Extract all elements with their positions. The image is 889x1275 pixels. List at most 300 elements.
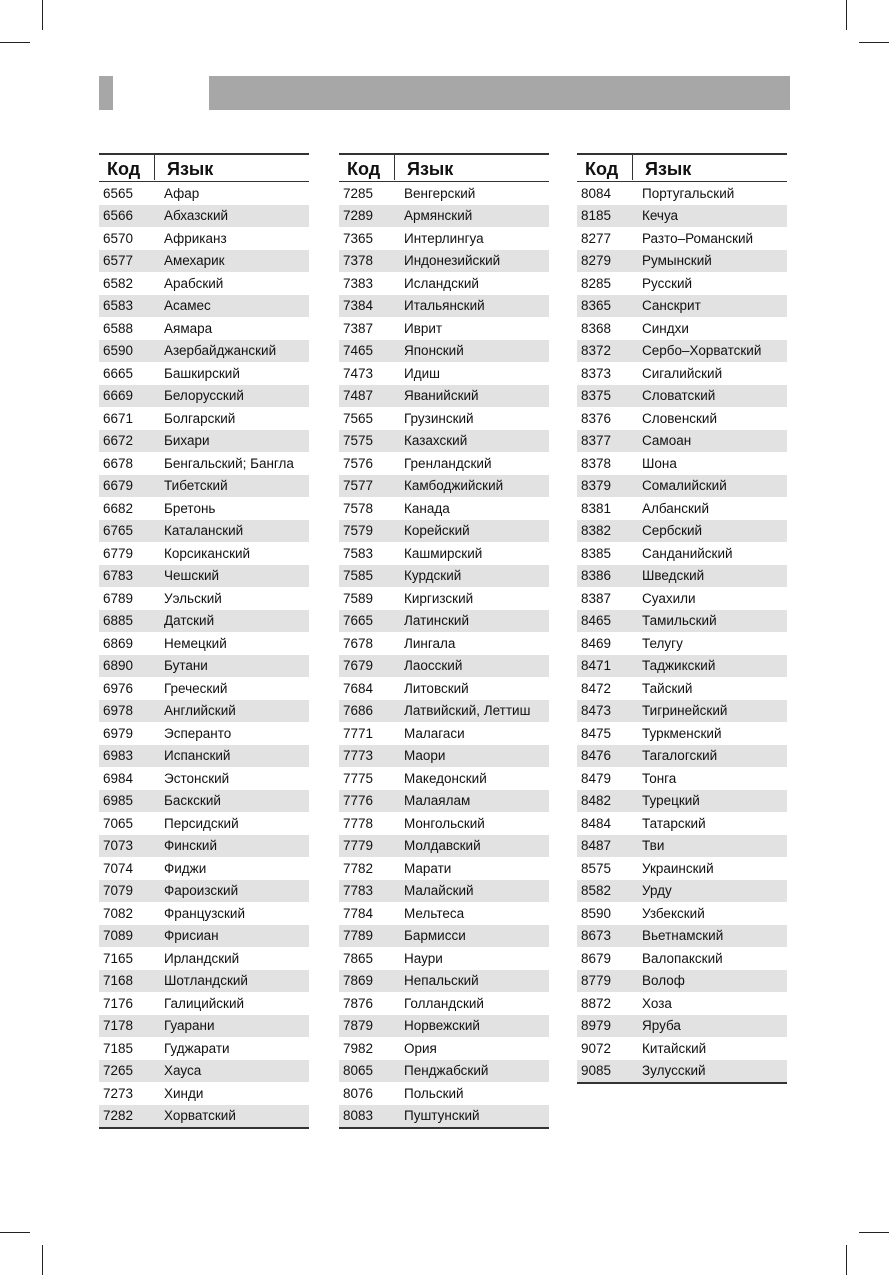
table-row <box>99 250 309 273</box>
language-code: 7289 <box>343 208 374 224</box>
table-row <box>577 812 787 835</box>
language-code: 7176 <box>103 995 134 1011</box>
language-code: 7384 <box>343 298 374 314</box>
language-name: Армянский <box>404 208 473 224</box>
language-name: Идиш <box>404 365 440 381</box>
language-code: 6983 <box>103 748 134 764</box>
language-code: 7082 <box>103 905 134 921</box>
language-name: Чешский <box>164 568 220 584</box>
language-name: Малайский <box>404 883 474 899</box>
language-code: 7865 <box>343 950 374 966</box>
language-code: 7178 <box>103 1018 134 1034</box>
language-name: Хоза <box>642 995 672 1011</box>
language-name: Словатский <box>642 388 716 404</box>
crop-mark <box>859 42 889 43</box>
table-row <box>339 542 549 565</box>
language-code: 7869 <box>343 973 374 989</box>
crop-mark <box>0 1232 30 1233</box>
language-code: 7074 <box>103 860 134 876</box>
table-row <box>577 295 787 318</box>
table-row <box>99 745 309 768</box>
language-name: Ория <box>404 1040 437 1056</box>
table-row <box>99 1037 309 1060</box>
language-name: Бенгальский; Бангла <box>164 455 294 471</box>
language-code: 6570 <box>103 230 134 246</box>
table-row <box>99 1082 309 1105</box>
language-name: Курдский <box>404 568 462 584</box>
language-code: 7665 <box>343 613 374 629</box>
language-header: Язык <box>407 159 454 179</box>
table-row <box>577 1037 787 1060</box>
table-row <box>339 317 549 340</box>
table-row <box>577 677 787 700</box>
language-name: Ирландский <box>164 950 240 966</box>
table-row <box>339 1082 549 1105</box>
table-row <box>577 722 787 745</box>
language-code: 7783 <box>343 883 374 899</box>
language-code: 8476 <box>581 748 612 764</box>
language-name: Французский <box>164 905 245 921</box>
language-name: Тонга <box>642 770 677 786</box>
table-row <box>339 1105 549 1128</box>
table-row <box>99 812 309 835</box>
language-code: 7473 <box>343 365 374 381</box>
language-name: Японский <box>404 343 464 359</box>
table-row <box>577 362 787 385</box>
code-header: Код <box>577 155 633 180</box>
language-code: 8575 <box>581 860 612 876</box>
language-code: 6679 <box>103 478 134 494</box>
language-code: 8277 <box>581 230 612 246</box>
table-row <box>577 407 787 430</box>
language-name: Украинский <box>642 860 714 876</box>
table-row <box>99 205 309 228</box>
table-row <box>339 767 549 790</box>
language-code: 6565 <box>103 185 134 201</box>
table-row <box>99 475 309 498</box>
language-name: Испанский <box>164 748 231 764</box>
table-row <box>339 812 549 835</box>
table-row <box>577 520 787 543</box>
table-row <box>339 250 549 273</box>
table-row <box>339 970 549 993</box>
language-code: 6582 <box>103 275 134 291</box>
table-row <box>99 992 309 1015</box>
table-row <box>577 767 787 790</box>
code-header: Код <box>99 155 155 180</box>
language-name: Хинди <box>164 1085 204 1101</box>
language-code: 8372 <box>581 343 612 359</box>
language-name: Самоан <box>642 433 692 449</box>
table-row <box>577 430 787 453</box>
language-code: 8779 <box>581 973 612 989</box>
table-row <box>577 272 787 295</box>
language-code: 8590 <box>581 905 612 921</box>
language-name: Африканз <box>164 230 227 246</box>
language-name: Эсперанто <box>164 725 232 741</box>
language-name: Итальянский <box>404 298 485 314</box>
language-name: Яруба <box>642 1018 681 1034</box>
table-row <box>99 835 309 858</box>
table-row <box>339 430 549 453</box>
language-name: Латвийский, Леттиш <box>404 703 531 719</box>
language-name: Башкирский <box>164 365 240 381</box>
table-row <box>99 340 309 363</box>
language-code: 7784 <box>343 905 374 921</box>
table-header <box>339 153 549 182</box>
language-name: Румынский <box>642 253 712 269</box>
language-code: 7775 <box>343 770 374 786</box>
language-code: 8872 <box>581 995 612 1011</box>
table-row <box>99 407 309 430</box>
language-name: Бретонь <box>164 500 216 516</box>
table-header <box>577 153 787 182</box>
language-name: Корсиканский <box>164 545 251 561</box>
table-row <box>577 587 787 610</box>
language-code: 7789 <box>343 928 374 944</box>
language-code: 8386 <box>581 568 612 584</box>
language-code: 8365 <box>581 298 612 314</box>
language-code: 8582 <box>581 883 612 899</box>
table-row <box>99 767 309 790</box>
table-row <box>577 317 787 340</box>
table-row <box>339 857 549 880</box>
language-name: Валопакский <box>642 950 723 966</box>
language-table <box>577 153 787 1084</box>
language-code: 7778 <box>343 815 374 831</box>
language-name: Сербо–Хорватский <box>642 343 762 359</box>
table-row <box>99 632 309 655</box>
language-code: 7779 <box>343 838 374 854</box>
language-name: Казахский <box>404 433 468 449</box>
language-code: 8378 <box>581 455 612 471</box>
table-row <box>99 1015 309 1038</box>
crop-mark <box>42 0 43 30</box>
language-name: Немецкий <box>164 635 227 651</box>
language-code: 7285 <box>343 185 374 201</box>
language-code: 7576 <box>343 455 374 471</box>
language-code: 8469 <box>581 635 612 651</box>
table-row <box>339 700 549 723</box>
language-code: 7487 <box>343 388 374 404</box>
language-code: 6588 <box>103 320 134 336</box>
table-row <box>99 947 309 970</box>
language-name: Македонский <box>404 770 487 786</box>
language-name: Таджикский <box>642 658 716 674</box>
language-name: Голландский <box>404 995 484 1011</box>
table-row <box>99 272 309 295</box>
table-row <box>99 385 309 408</box>
table-row <box>99 655 309 678</box>
language-code: 8377 <box>581 433 612 449</box>
language-code: 6978 <box>103 703 134 719</box>
language-name: Гренландский <box>404 455 492 471</box>
table-row <box>339 880 549 903</box>
language-code: 6590 <box>103 343 134 359</box>
language-code: 6779 <box>103 545 134 561</box>
language-name: Португальский <box>642 185 735 201</box>
table-row <box>577 632 787 655</box>
code-header: Код <box>339 155 395 180</box>
language-code: 9072 <box>581 1040 612 1056</box>
language-name: Венгерский <box>404 185 476 201</box>
table-body <box>339 182 549 1129</box>
language-name: Каталанский <box>164 523 244 539</box>
language-code: 7879 <box>343 1018 374 1034</box>
language-code: 7782 <box>343 860 374 876</box>
language-code: 7065 <box>103 815 134 831</box>
language-name: Киргизский <box>404 590 474 606</box>
language-name: Урду <box>642 883 672 899</box>
language-name: Камбоджийский <box>404 478 504 494</box>
table-row <box>577 992 787 1015</box>
table-row <box>339 655 549 678</box>
language-code: 8385 <box>581 545 612 561</box>
language-table <box>339 153 549 1129</box>
table-body <box>99 182 309 1129</box>
table-row <box>577 610 787 633</box>
language-code: 7575 <box>343 433 374 449</box>
language-name: Норвежский <box>404 1018 480 1034</box>
language-code: 7686 <box>343 703 374 719</box>
table-row <box>99 565 309 588</box>
language-code: 8083 <box>343 1108 374 1124</box>
language-code: 8185 <box>581 208 612 224</box>
language-name: Санскрит <box>642 298 701 314</box>
language-name: Наури <box>404 950 443 966</box>
language-code: 7589 <box>343 590 374 606</box>
language-name: Синдхи <box>642 320 689 336</box>
language-name: Тигринейский <box>642 703 728 719</box>
table-row <box>99 700 309 723</box>
language-name: Мельтеса <box>404 905 465 921</box>
table-row <box>339 722 549 745</box>
language-name: Фиджи <box>164 860 207 876</box>
language-name: Греческий <box>164 680 228 696</box>
language-code: 8381 <box>581 500 612 516</box>
language-code: 6665 <box>103 365 134 381</box>
table-row <box>577 205 787 228</box>
table-row <box>577 340 787 363</box>
table-row <box>577 227 787 250</box>
language-name: Тибетский <box>164 478 228 494</box>
language-name: Шона <box>642 455 677 471</box>
language-name: Тви <box>642 838 665 854</box>
table-row <box>339 475 549 498</box>
language-code: 8482 <box>581 793 612 809</box>
language-code: 8076 <box>343 1085 374 1101</box>
table-row <box>99 925 309 948</box>
language-code: 7089 <box>103 928 134 944</box>
language-name: Кечуа <box>642 208 679 224</box>
language-code: 7383 <box>343 275 374 291</box>
table-row <box>339 452 549 475</box>
language-name: Канада <box>404 500 450 516</box>
table-row <box>339 992 549 1015</box>
language-code: 7678 <box>343 635 374 651</box>
language-code: 6984 <box>103 770 134 786</box>
table-row <box>99 970 309 993</box>
table-row <box>99 497 309 520</box>
language-name: Латинский <box>404 613 469 629</box>
language-name: Амехарик <box>164 253 225 269</box>
language-code: 8979 <box>581 1018 612 1034</box>
language-name: Пенджабский <box>404 1063 489 1079</box>
table-row <box>339 182 549 205</box>
table-row <box>577 947 787 970</box>
header-bar <box>209 76 790 110</box>
language-name: Эстонский <box>164 770 230 786</box>
language-name: Аямара <box>164 320 213 336</box>
table-row <box>339 227 549 250</box>
table-row <box>339 385 549 408</box>
language-code: 7365 <box>343 230 374 246</box>
language-code: 6979 <box>103 725 134 741</box>
crop-mark <box>846 1245 847 1275</box>
language-table <box>99 153 309 1129</box>
table-row <box>99 1060 309 1083</box>
language-name: Тамильский <box>642 613 717 629</box>
table-row <box>339 497 549 520</box>
language-name: Фрисиан <box>164 928 219 944</box>
table-row <box>339 925 549 948</box>
language-code: 6577 <box>103 253 134 269</box>
language-code: 8279 <box>581 253 612 269</box>
table-row <box>99 790 309 813</box>
language-code: 7583 <box>343 545 374 561</box>
language-code: 6678 <box>103 455 134 471</box>
language-code: 8368 <box>581 320 612 336</box>
language-code: 6682 <box>103 500 134 516</box>
table-row <box>339 790 549 813</box>
crop-mark <box>0 42 30 43</box>
language-code: 7387 <box>343 320 374 336</box>
table-row <box>339 745 549 768</box>
language-code: 8472 <box>581 680 612 696</box>
language-code: 7585 <box>343 568 374 584</box>
language-name: Азербайджанский <box>164 343 277 359</box>
crop-mark <box>859 1232 889 1233</box>
language-name: Иврит <box>404 320 443 336</box>
table-row <box>339 610 549 633</box>
table-row <box>339 520 549 543</box>
language-code: 6789 <box>103 590 134 606</box>
language-code: 8487 <box>581 838 612 854</box>
language-name: Галицийский <box>164 995 245 1011</box>
table-row <box>99 722 309 745</box>
table-row <box>99 317 309 340</box>
language-code: 6985 <box>103 793 134 809</box>
table-row <box>577 1060 787 1083</box>
language-name: Асамес <box>164 298 211 314</box>
language-code: 7565 <box>343 410 374 426</box>
language-code: 8065 <box>343 1063 374 1079</box>
language-name: Английский <box>164 703 236 719</box>
table-row <box>577 250 787 273</box>
table-row <box>99 295 309 318</box>
language-code: 7578 <box>343 500 374 516</box>
language-code: 7771 <box>343 725 374 741</box>
language-name: Маори <box>404 748 446 764</box>
language-code: 9085 <box>581 1063 612 1079</box>
table-row <box>339 340 549 363</box>
language-name: Узбекский <box>642 905 705 921</box>
language-name: Суахили <box>642 590 696 606</box>
language-name: Бихари <box>164 433 210 449</box>
table-row <box>577 790 787 813</box>
table-row <box>577 700 787 723</box>
language-name: Туркменский <box>642 725 722 741</box>
language-name: Марати <box>404 860 452 876</box>
language-code: 7773 <box>343 748 374 764</box>
language-code: 8084 <box>581 185 612 201</box>
language-code: 8379 <box>581 478 612 494</box>
language-name: Гуарани <box>164 1018 215 1034</box>
table-row <box>99 880 309 903</box>
table-row <box>99 610 309 633</box>
language-code: 7776 <box>343 793 374 809</box>
language-name: Литовский <box>404 680 469 696</box>
language-name: Арабский <box>164 275 224 291</box>
language-name: Русский <box>642 275 693 291</box>
table-row <box>577 902 787 925</box>
table-row <box>339 1015 549 1038</box>
language-name: Хорватский <box>164 1108 236 1124</box>
table-row <box>577 970 787 993</box>
table-row <box>577 857 787 880</box>
language-name: Персидский <box>164 815 239 831</box>
language-code: 7073 <box>103 838 134 854</box>
language-code: 8473 <box>581 703 612 719</box>
table-row <box>99 857 309 880</box>
language-name: Корейский <box>404 523 470 539</box>
table-row <box>99 587 309 610</box>
table-row <box>339 587 549 610</box>
language-code: 7079 <box>103 883 134 899</box>
language-name: Интерлингуа <box>404 230 484 246</box>
language-name: Тагалогский <box>642 748 718 764</box>
language-name: Татарский <box>642 815 706 831</box>
language-name: Китайский <box>642 1040 707 1056</box>
language-code: 6976 <box>103 680 134 696</box>
table-row <box>577 745 787 768</box>
table-row <box>99 227 309 250</box>
language-code: 8479 <box>581 770 612 786</box>
language-code: 6583 <box>103 298 134 314</box>
language-name: Зулусский <box>642 1063 706 1079</box>
language-code: 7876 <box>343 995 374 1011</box>
language-name: Бармисси <box>404 928 466 944</box>
language-code: 8387 <box>581 590 612 606</box>
table-row <box>577 452 787 475</box>
language-name: Малаялам <box>404 793 471 809</box>
crop-mark <box>846 0 847 30</box>
language-code: 8471 <box>581 658 612 674</box>
language-code: 7273 <box>103 1085 134 1101</box>
language-code: 8673 <box>581 928 612 944</box>
language-name: Индонезийский <box>404 253 501 269</box>
language-name: Албанский <box>642 500 710 516</box>
table-body <box>577 182 787 1084</box>
language-code: 8373 <box>581 365 612 381</box>
language-code: 6890 <box>103 658 134 674</box>
table-row <box>339 902 549 925</box>
language-name: Фароизский <box>164 883 239 899</box>
table-row <box>577 385 787 408</box>
language-name: Абхазский <box>164 208 229 224</box>
language-name: Белорусский <box>164 388 244 404</box>
language-name: Исландский <box>404 275 479 291</box>
